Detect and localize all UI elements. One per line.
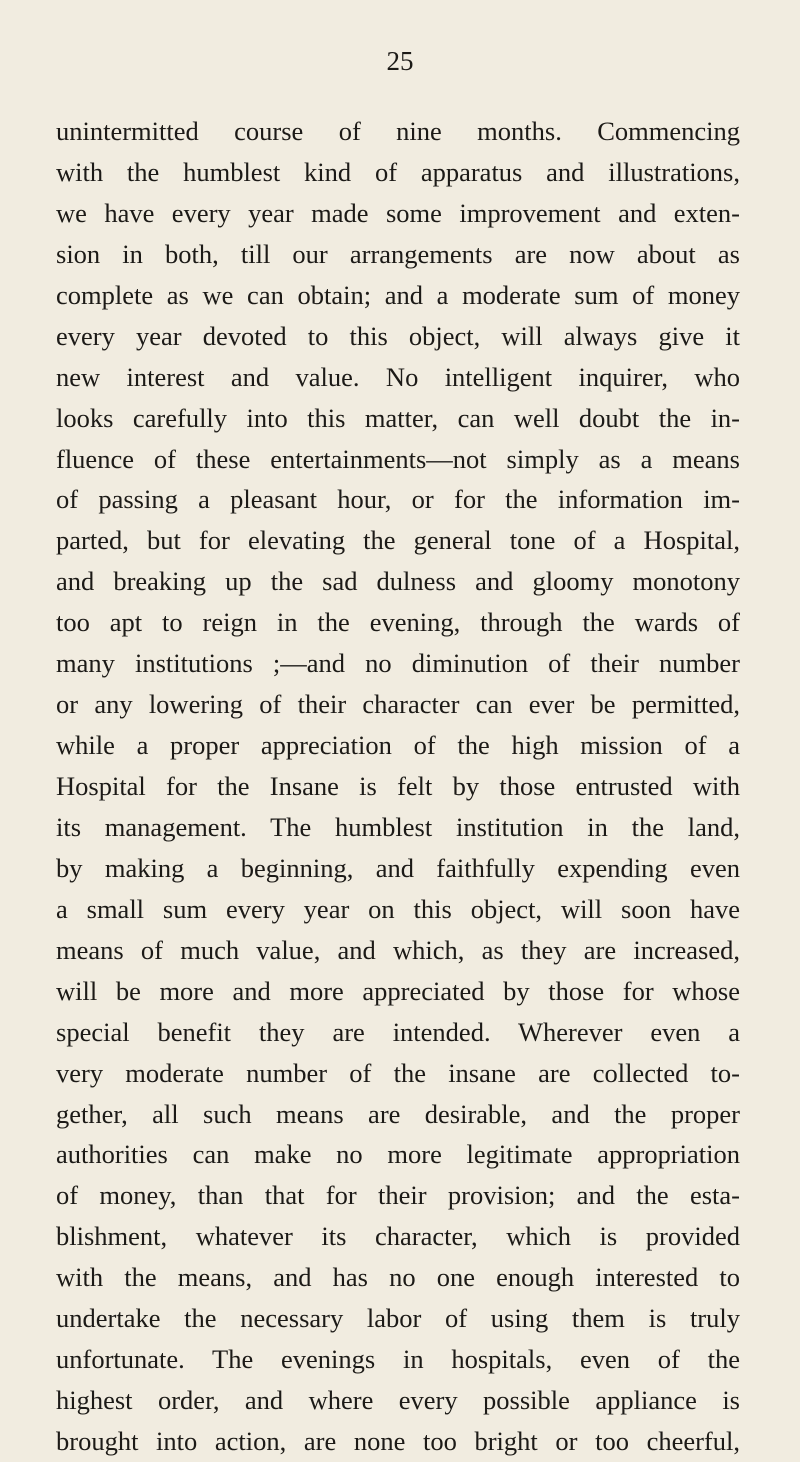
text-line: Hospital for the Insane is felt by those entrusted with [56,771,740,801]
text-line: and breaking up the sad dulness and gloomy monotony [56,566,740,597]
text-line: too apt to reign in the evening, through the wards of [56,607,740,638]
text-line: fluence of these entertainments—not simply as a means [56,443,740,474]
text-line: gether, all such means are desirable, and the proper [56,1098,740,1129]
text-line: unfortunate. The evenings in hospitals, even of the [56,1344,740,1375]
page-number: 25 [386,46,414,76]
text-line: means of much value, and which, as they are increased, [56,934,740,965]
text-line: we have every year made some improvement and exten- [56,197,740,228]
text-line: its management. The humblest institution in the land, [56,811,740,842]
text-line: new interest and value. No intelligent inquirer, who [56,361,740,392]
text-line: parted, but for elevating the general tone of a Hospital, [56,525,740,556]
text-line: brought into action, are none too bright or too cheerful, [56,1426,740,1456]
text-line: undertake the necessary labor of using them is truly [56,1303,740,1334]
text-line: by making a beginning, and faithfully expending even [56,852,740,883]
text-line: while a proper appreciation of the high mission of a [56,730,740,761]
text-line: of money, than that for their provision; and the esta- [56,1180,740,1211]
text-line: blishment, whatever its character, which is provided [56,1221,740,1252]
text-line: special benefit they are intended. Wherever even a [56,1016,740,1047]
text-line: sion in both, till our arrangements are now about as [56,238,740,269]
text-line: a small sum every year on this object, will soon have [56,893,740,924]
text-line: with the means, and has no one enough interested to [56,1262,740,1293]
text-line: every year devoted to this object, will always give it [56,320,740,351]
body-text [56,111,740,1462]
text-line: very moderate number of the insane are collected to- [56,1057,740,1088]
text-line: will be more and more appreciated by those for whose [56,975,740,1006]
text-line: complete as we can obtain; and a moderate sum of money [56,279,740,310]
text-line: many institutions ;—and no diminution of their number [56,648,740,679]
text-line: highest order, and where every possible appliance is [56,1385,740,1416]
text-line: looks carefully into this matter, can well doubt the in- [56,402,740,433]
text-line: of passing a pleasant hour, or for the information im- [56,484,740,515]
text-line: or any lowering of their character can ever be permitted, [56,689,740,720]
text-line: authorities can make no more legitimate appropriation [56,1139,740,1170]
text-line: unintermitted course of nine months. Commencing [56,116,740,146]
text-line: with the humblest kind of apparatus and illustrations, [56,156,740,187]
